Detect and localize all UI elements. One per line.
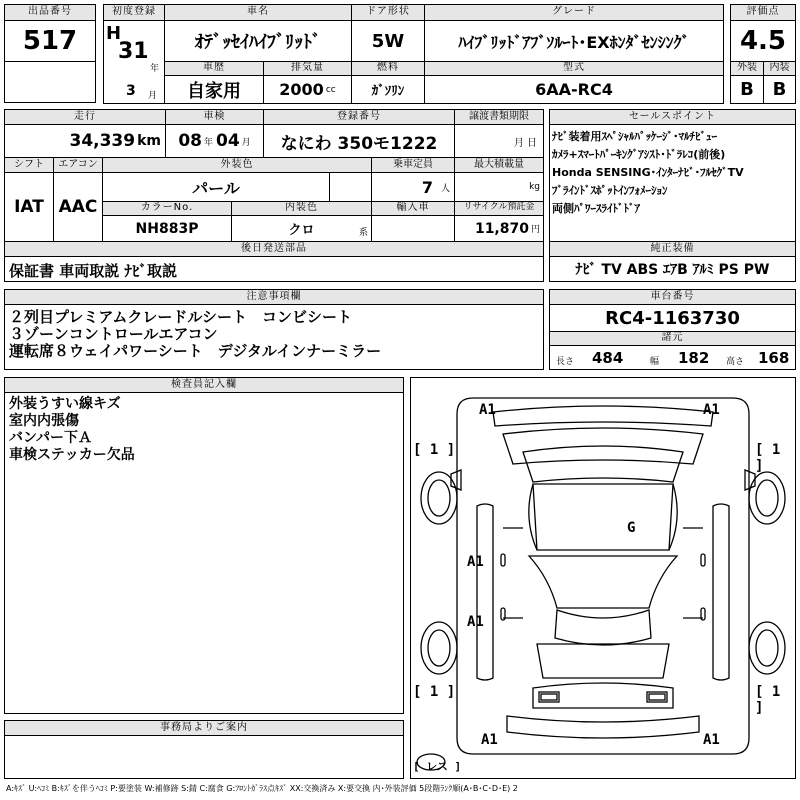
first-reg-box <box>103 20 165 104</box>
inspector-box <box>4 392 404 714</box>
ext-grade: B <box>730 75 764 104</box>
length-value: 484 <box>592 349 624 367</box>
dims-label: 諸元 <box>549 331 796 346</box>
insp-year-unit: 年 <box>203 137 213 148</box>
color-no: NH883P <box>102 215 232 242</box>
lot-no-label: 出品番号 <box>4 4 96 21</box>
first-reg-label: 初度登録 <box>103 4 165 21</box>
sales-points <box>549 124 796 242</box>
transfer-box <box>454 124 544 158</box>
chassis-no: RC4-1163730 <box>549 304 796 332</box>
damage-diagram <box>410 377 796 779</box>
note-line: ２列目プレミアムクレードルシート コンビシート <box>9 308 352 326</box>
insp-month-unit: 月 <box>241 137 251 148</box>
inspection-box <box>165 124 264 158</box>
capacity-unit: 人 <box>440 183 450 194</box>
inspector-line: バンパー下Ａ <box>9 430 93 446</box>
width-value: 182 <box>678 349 710 367</box>
int-color-label: 内装色 <box>231 201 372 216</box>
int-grade: B <box>763 75 796 104</box>
damage-mark-a1: A1 <box>703 402 720 418</box>
damage-mark-one: [ 1 ] <box>413 442 456 458</box>
reg-no-label: 登録番号 <box>263 109 455 125</box>
mileage-unit: km <box>137 133 161 149</box>
damage-mark-a1: A1 <box>467 554 484 570</box>
damage-mark-one: [ 1 ] <box>755 684 781 716</box>
month-unit: 月 <box>148 91 158 101</box>
dims-box <box>549 345 796 370</box>
equip-value: ﾅﾋﾞ TV ABS ｴｱB ｱﾙﾐ PS PW <box>549 256 796 282</box>
max-load-label: 最大積載量 <box>454 157 544 173</box>
max-load-unit: kg <box>529 182 540 192</box>
displacement-box <box>263 75 352 104</box>
recycle-value: 11,870 <box>474 220 529 237</box>
int-grade-label: 内装 <box>763 61 796 76</box>
score-value: 4.5 <box>730 20 796 62</box>
history-value: 自家用 <box>164 75 264 104</box>
color-blank <box>329 172 372 202</box>
note-line: 運転席８ウェイパワーシート デジタルインナーミラー <box>9 342 382 360</box>
inspector-line: 外装うすい線キズ <box>9 396 121 412</box>
displacement-unit: cc <box>325 84 336 95</box>
type-label: 型式 <box>424 61 724 76</box>
color-value: パール <box>102 172 330 202</box>
mileage-value: 34,339 <box>69 131 136 151</box>
displacement-label: 排気量 <box>263 61 352 76</box>
notes-label: 注意事項欄 <box>4 289 544 305</box>
recycle-box <box>454 215 544 242</box>
door-type: 5W <box>351 20 425 62</box>
grade-value: ﾊｲﾌﾞﾘｯﾄﾞｱﾌﾞｿﾙｰﾄ･EXﾎﾝﾀﾞｾﾝｼﾝｸﾞ <box>424 20 724 62</box>
damage-mark-a1: A1 <box>703 732 720 748</box>
grade-label: グレード <box>424 4 724 21</box>
first-reg-month: 3 <box>126 83 136 99</box>
later-parts: 保証書 車両取説 ﾅﾋﾞ取説 <box>9 262 177 280</box>
chassis-label: 車台番号 <box>549 289 796 305</box>
capacity-value: 7 <box>421 177 433 197</box>
capacity-label: 乗車定員 <box>371 157 455 173</box>
sales-label: セールスポイント <box>549 109 796 125</box>
displacement-value: 2000 <box>279 80 324 99</box>
recycle-label: リサイクル預託金 <box>454 201 544 216</box>
ext-grade-label: 外装 <box>730 61 764 76</box>
insp-year: 08 <box>178 131 202 151</box>
car-outline <box>411 378 795 778</box>
notes-box <box>4 304 544 370</box>
inspector-line: 車検ステッカー欠品 <box>9 447 135 463</box>
damage-mark-a1: A1 <box>479 402 496 418</box>
type-value: 6AA-RC4 <box>424 75 724 104</box>
score-label: 評価点 <box>730 4 796 21</box>
fuel-value: ｶﾞｿﾘﾝ <box>351 75 425 104</box>
year-unit: 年 <box>150 64 160 74</box>
sales-line: ｶﾒﾗ+ｽﾏｰﾄﾊﾟｰｷﾝｸﾞｱｼｽﾄ･ﾄﾞﾗﾚｺ(前後) <box>552 148 726 161</box>
inspector-label: 検査員記入欄 <box>4 377 404 393</box>
damage-mark-a1: A1 <box>467 614 484 630</box>
import-label: 輸入車 <box>371 201 455 216</box>
height-label: 高さ <box>726 357 745 367</box>
note-line: ３ゾーンコントロールエアコン <box>9 325 218 343</box>
shift-value: IAT <box>4 172 54 242</box>
sales-line: 両側ﾊﾟﾜｰｽﾗｲﾄﾞﾄﾞｱ <box>552 202 640 215</box>
lot-no-blank <box>4 61 96 103</box>
first-reg-year: 31 <box>118 39 149 64</box>
height-value: 168 <box>758 349 790 367</box>
recycle-unit: 円 <box>530 225 540 235</box>
sales-line: ﾌﾞﾗｲﾝﾄﾞｽﾎﾟｯﾄｲﾝﾌｫﾒｰｼｮﾝ <box>552 184 668 197</box>
max-load-box <box>454 172 544 202</box>
shift-label: シフト <box>4 157 54 173</box>
fuel-label: 燃料 <box>351 61 425 76</box>
ac-value: AAC <box>53 172 103 242</box>
mileage-label: 走行 <box>4 109 166 125</box>
ac-label: エアコン <box>53 157 103 173</box>
import-box <box>371 215 455 242</box>
later-parts-box <box>4 256 544 282</box>
int-color-box <box>231 215 372 242</box>
office-label: 事務局よりご案内 <box>4 720 404 736</box>
office-box <box>4 735 404 779</box>
inspector-line: 室内内張傷 <box>9 413 79 429</box>
inspection-label: 車検 <box>165 109 264 125</box>
insp-month: 04 <box>216 131 240 151</box>
length-label: 長さ <box>556 357 575 367</box>
mileage-box <box>4 124 166 158</box>
capacity-box <box>371 172 455 202</box>
later-parts-label: 後日発送部品 <box>4 241 544 257</box>
width-label: 幅 <box>650 357 660 367</box>
legend: A:ｷｽﾞ U:ﾍｺﾐ B:ｷｽﾞを伴うﾍｺﾐ P:要塗装 W:補修跡 S:錆 C:腐食 G:ﾌﾛﾝﾄｶﾞﾗｽ点ｷｽﾞ XX:交換済み X:要交換 内･外装評価 5段階ﾗﾝｸ順(A･B･C･D･E) 2 <box>6 784 518 793</box>
model-name: ｵﾃﾞｯｾｲﾊｲﾌﾞﾘｯﾄﾞ <box>164 20 352 62</box>
damage-mark-one: [ 1 ] <box>755 442 781 474</box>
damage-mark-a1: A1 <box>481 732 498 748</box>
sales-line: ﾅﾋﾞ装着用ｽﾍﾟｼｬﾙﾊﾟｯｹｰｼﾞ･ﾏﾙﾁﾋﾞｭｰ <box>552 130 717 143</box>
door-label: ドア形状 <box>351 4 425 21</box>
lot-no: 517 <box>4 20 96 62</box>
int-color-unit: 系 <box>358 228 368 238</box>
reg-no: なにわ 350モ1222 <box>263 124 455 158</box>
damage-mark-g: G <box>627 520 636 536</box>
damage-mark-les: [ レス ] <box>413 760 462 773</box>
color-no-label: カラーNo. <box>102 201 232 216</box>
history-label: 車歴 <box>164 61 264 76</box>
model-label: 車名 <box>164 4 352 21</box>
transfer-unit: 月 日 <box>513 137 537 149</box>
sales-line: Honda SENSING･ｲﾝﾀｰﾅﾋﾞ･ﾌﾙｾｸﾞTV <box>552 166 744 179</box>
era: H <box>106 23 122 44</box>
int-color: クロ <box>288 223 315 238</box>
damage-mark-one: [ 1 ] <box>413 684 456 700</box>
equip-label: 純正装備 <box>549 241 796 257</box>
transfer-label: 譲渡書類期限 <box>454 109 544 125</box>
color-label: 外装色 <box>102 157 372 173</box>
